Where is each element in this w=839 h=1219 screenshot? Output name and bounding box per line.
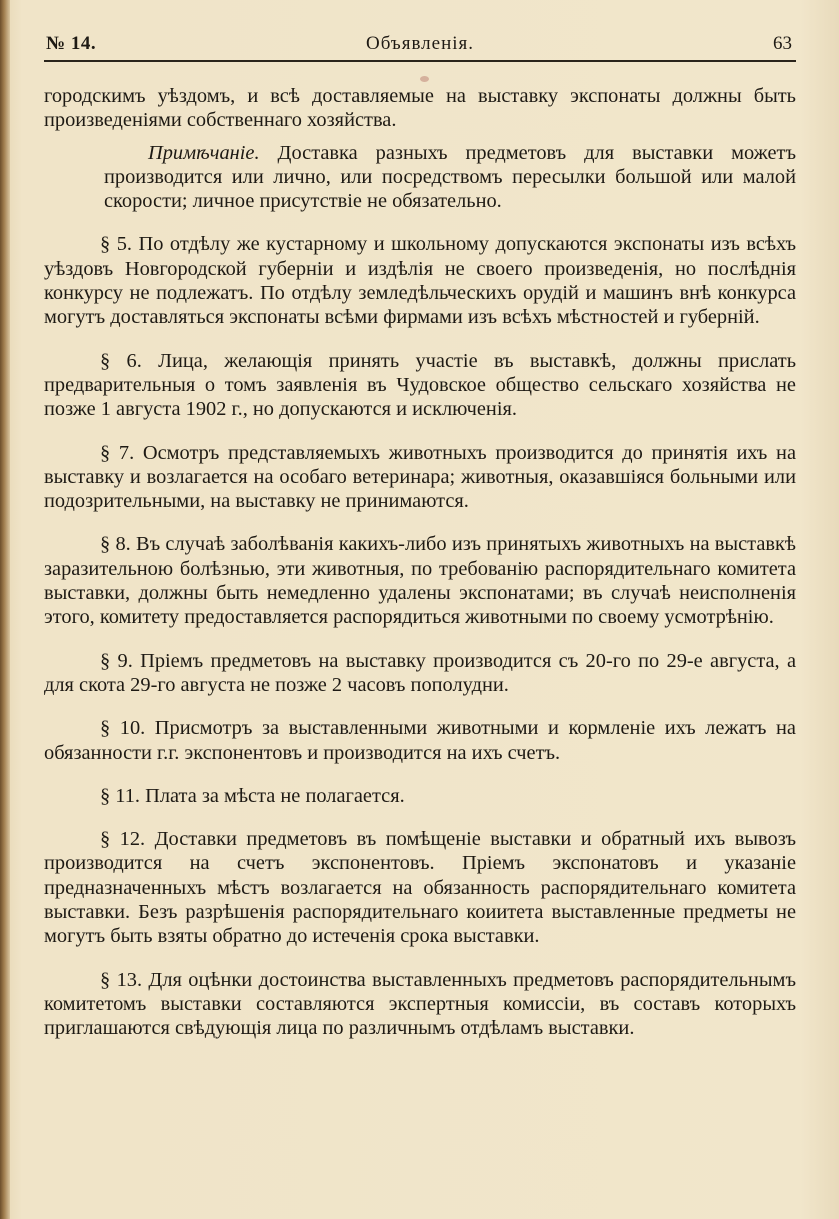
section-10: § 10. Присмотръ за выставленными животными и кормленіе ихъ лежатъ на обязанности г.г. экспонентовъ и производится на ихъ счетъ. [44,717,796,764]
section-11: § 11. Плата за мѣста не полагается. [100,784,405,807]
note-paragraph [44,141,796,214]
page-body [44,84,796,1041]
ink-smudge [420,76,429,82]
page-number: 63 [773,33,792,54]
note-label: Примѣчаніе. [148,141,260,164]
section-8: § 8. Въ случаѣ заболѣванія какихъ-либо изъ принятыхъ животныхъ на выставкѣ заразительною болѣзнью, эти животныя, по требованію распорядительнаго комитета выставки, должны быть немедленно удалены экспонатами; въ случаѣ неисполненія этого, комитету предоставляется распорядиться животными по своему усмотрѣнію. [44,533,796,629]
section-title: Объявленія. [365,33,475,54]
section-12: § 12. Доставки предметовъ въ помѣщеніе выставки и обратный ихъ вывозъ производится на счетъ экспонентовъ. Пріемъ экспонатовъ и указаніе предназначенныхъ мѣстъ возлагается на обязанность распорядительнаго комитета выставки. Безъ разрѣшенія распорядительнаго коиитета выставленные предметы не могутъ быть взяты обратно до истеченія срока выставки. [44,828,796,948]
section-7: § 7. Осмотръ представляемыхъ животныхъ производится до принятія ихъ на выставку и возлагается на особаго ветеринара; животныя, оказавшіяся больными или подозрительными, на выставку не принимаются. [44,441,796,513]
intro-paragraph: городскимъ уѣздомъ, и всѣ доставляемые на выставку экспонаты должны быть произведеніями собственнаго хозяйства. [44,85,796,132]
running-header [44,33,796,61]
section-13: § 13. Для оцѣнки достоинства выставленныхъ предметовъ распорядительнымъ комитетомъ выставки составляются экспертныя комиссіи, въ составъ которыхъ приглашаются свѣдующія лица по различнымъ отдѣламъ выставки. [44,968,796,1040]
issue-number: № 14. [46,33,97,54]
note-text: Доставка разныхъ предметовъ для выставки можетъ производится или лично, или посредствомъ пересылки большой или малой скорости; личное присутствіе не обязательно. [104,141,796,213]
section-5: § 5. По отдѣлу же кустарному и школьному допускаются экспонаты изъ всѣхъ уѣздовъ Новгородской губерніи и издѣлія не своего произведенія, но послѣднія конкурсу не подлежатъ. По отдѣлу земледѣльческихъ орудій и машинъ внѣ конкурса могутъ доставляться экспонаты всѣми фирмами изъ всѣхъ мѣстностей и губерній. [44,233,796,329]
section-6: § 6. Лица, желающія принять участіе въ выставкѣ, должны прислать предварительныя о томъ заявленія въ Чудовское общество сельскаго хозяйства не позже 1 августа 1902 г., но допускаются и исключенія. [44,349,796,421]
section-9: § 9. Пріемъ предметовъ на выставку производится съ 20-го по 29-е августа, а для скота 29-го августа не позже 2 часовъ пополудни. [44,649,796,696]
header-rule [44,60,796,62]
page-binding-edge [0,0,10,1219]
